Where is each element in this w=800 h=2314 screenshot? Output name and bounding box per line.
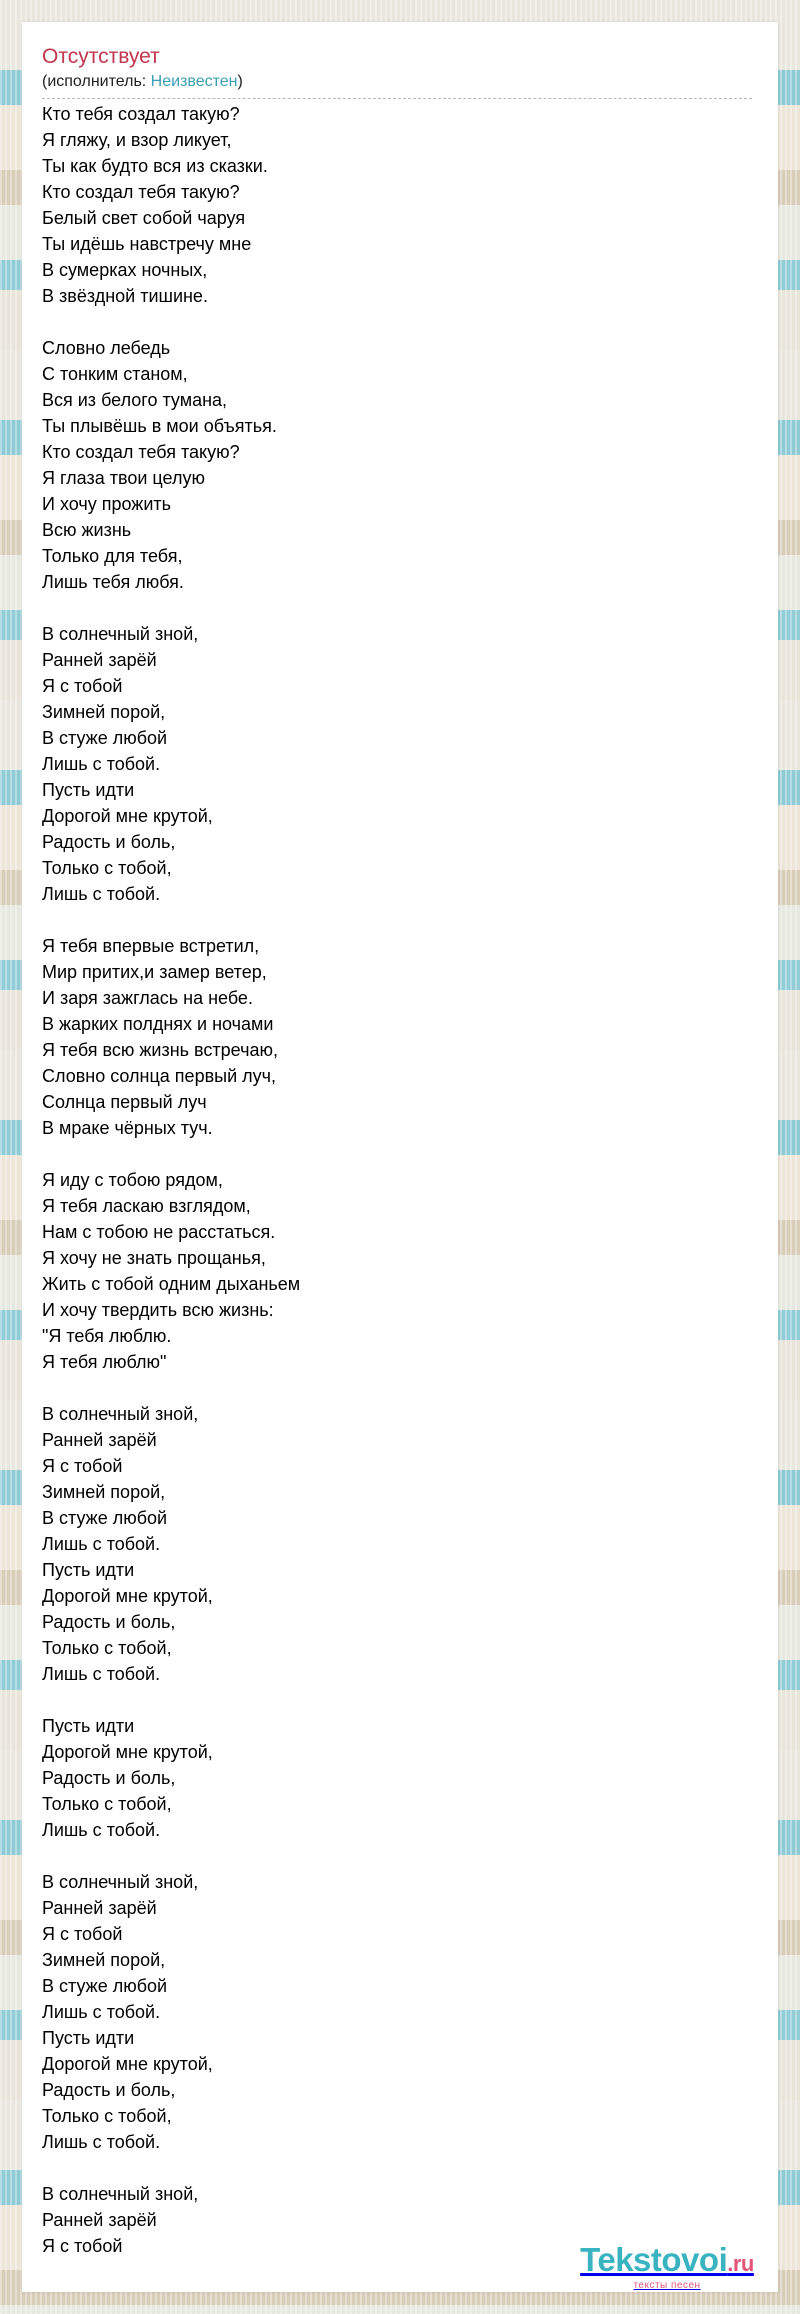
logo-tagline: тексты песен bbox=[633, 2280, 701, 2291]
logo-tld: .ru bbox=[727, 2251, 754, 2276]
artist-line bbox=[42, 72, 752, 99]
lyrics-text: Кто тебя создал такую? Я гляжу, и взор ликует, Ты как будто вся из сказки. Кто создал тебя такую? Белый свет собой чаруя Ты идёшь навстречу мне В сумерках ночных, В звёздной тишине. Словно лебедь С тонким станом, Вся из белого тумана, Ты плывёшь в мои объятья. Кто создал тебя такую? Я глаза твои целую И хочу прожить Всю жизнь Только для тебя, Лишь тебя любя. В солнечный зной, Ранней зарёй Я с тобой Зимней порой, В стуже любой Лишь с тобой. Пусть идти Дорогой мне крутой, Радость и боль, Только с тобой, Лишь с тобой. Я тебя впервые встретил, Мир притих,и замер ветер, И заря зажглась на небе. В жарких полднях и ночами Я тебя всю жизнь встречаю, Словно солнца первый луч, Солнца первый луч В мраке чёрных туч. Я иду с тобою рядом, Я тебя ласкаю взглядом, Нам с тобою не расстаться. Я хочу не знать прощанья, Жить с тобой одним дыханьем И хочу твердить всю жизнь: "Я тебя люблю. Я тебя люблю" В солнечный зной, Ранней зарёй Я с тобой Зимней порой, В стуже любой Лишь с тобой. Пусть идти Дорогой мне крутой, Радость и боль, Только с тобой, Лишь с тобой. Пусть идти Дорогой мне крутой, Радость и боль, Только с тобой, Лишь с тобой. В солнечный зной, Ранней зарёй Я с тобой Зимней порой, В стуже любой Лишь с тобой. Пусть идти Дорогой мне крутой, Радость и боль, Только с тобой, Лишь с тобой. В солнечный зной, Ранней зарёй Я с тобой bbox=[42, 104, 301, 2256]
site-logo[interactable] bbox=[567, 2242, 767, 2292]
lyrics-card bbox=[22, 22, 778, 2292]
logo-name: Tekstovoi bbox=[580, 2241, 728, 2278]
artist-suffix: ) bbox=[237, 73, 243, 90]
song-title: Отсутствует bbox=[42, 45, 160, 68]
artist-prefix: (исполнитель: bbox=[42, 73, 151, 90]
artist-link[interactable]: Неизвестен bbox=[150, 73, 238, 90]
logo-wordmark bbox=[567, 2242, 767, 2282]
